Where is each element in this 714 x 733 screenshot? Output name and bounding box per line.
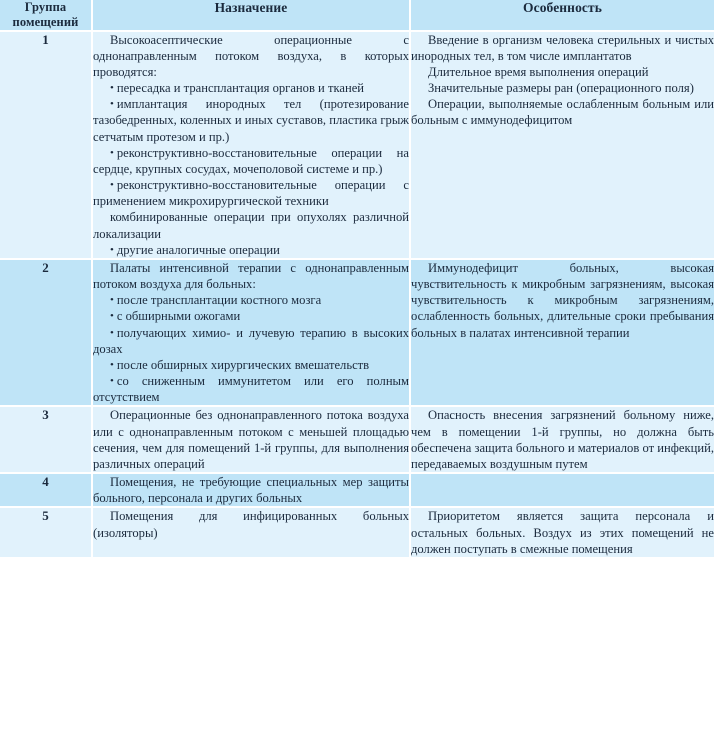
feature-paragraph: Длительное время выполнения операций xyxy=(428,64,649,79)
cell-group-number: 3 xyxy=(0,406,92,473)
purpose-list-item-label: со сниженным иммунитетом или его полным отсутствием xyxy=(93,374,409,405)
column-header-feature: Особенность xyxy=(410,0,714,31)
column-header-purpose: Назначение xyxy=(92,0,410,31)
table-row xyxy=(0,473,714,507)
purpose-list-item xyxy=(93,80,409,96)
column-header-group-line2: помещений xyxy=(12,14,79,29)
bullet-icon: • xyxy=(110,310,114,323)
bullet-icon: • xyxy=(110,358,114,371)
purpose-list-item xyxy=(93,308,409,324)
purpose-list-item-label: реконструктивно-восстановительные операции с применением микрохирургической техники xyxy=(93,178,409,209)
cell-group-number: 4 xyxy=(0,473,92,507)
cell-purpose xyxy=(92,259,410,407)
feature-paragraph: Значительные размеры ран (операционного поля) xyxy=(428,81,694,96)
cell-feature xyxy=(410,473,714,507)
feature-paragraph: Опасность внесения загрязнений больному ниже, чем в помещении 1-й группы, но должна быть обеспечена защита больного и материалов от инфекций, передаваемых воздушным путем xyxy=(411,408,714,471)
bullet-icon: • xyxy=(110,326,114,339)
bullet-icon: • xyxy=(110,294,114,307)
purpose-list-item-label: пересадка и трансплантация органов и тканей xyxy=(116,81,365,96)
table-row xyxy=(0,406,714,473)
purpose-list-item-label: имплантация инородных тел (протезирование тазобедренных, коленных и иных суставов, пластика грыж сетчатым протезом и пр.) xyxy=(93,97,409,144)
cell-group-number: 2 xyxy=(0,259,92,407)
cell-feature xyxy=(410,507,714,558)
table-row xyxy=(0,259,714,407)
purpose-list-item xyxy=(93,209,409,241)
purpose-list-item xyxy=(93,177,409,209)
cell-group-number: 5 xyxy=(0,507,92,558)
table-row xyxy=(0,31,714,259)
cell-group-number: 1 xyxy=(0,31,92,259)
purpose-list-item xyxy=(93,242,409,258)
column-header-group xyxy=(0,0,92,31)
table-header xyxy=(0,0,714,31)
feature-paragraph: Операции, выполняемые ослабленным больным или больным с иммунодефицитом xyxy=(411,97,714,128)
purpose-intro: Помещения для инфицированных больных (изоляторы) xyxy=(93,509,409,540)
cell-feature xyxy=(410,31,714,259)
purpose-list-item-label: после обширных хирургических вмешательств xyxy=(116,357,370,372)
feature-paragraph: Приоритетом является защита персонала и остальных больных. Воздух из этих помещений не должен поступать в смежные помещения xyxy=(411,509,714,556)
cell-purpose xyxy=(92,31,410,259)
feature-paragraph: Введение в организм человека стерильных и чистых инородных тел, в том числе имплантатов xyxy=(411,32,714,63)
purpose-list-item-label: другие аналогичные операции xyxy=(116,242,280,257)
cell-feature xyxy=(410,406,714,473)
bullet-icon: • xyxy=(110,375,114,388)
purpose-list-item xyxy=(93,292,409,308)
column-header-group-line1: Группа xyxy=(24,0,67,14)
purpose-intro: Палаты интенсивной терапии с однонаправленным потоком воздуха для больных: xyxy=(93,260,409,292)
purpose-intro: Высокоасептические операционные с однонаправленным потоком воздуха, в которых проводятся: xyxy=(93,32,409,79)
purpose-intro: Операционные без однонаправленного потока воздуха или с однонаправленным потоком с меньшей площадью сечения, чем для помещений 1-й группы, для выполнения различных операций xyxy=(93,408,409,471)
purpose-list-item xyxy=(93,96,409,145)
purpose-list-item-label: получающих химио- и лучевую терапию в высоких дозах xyxy=(93,325,409,356)
purpose-list-item xyxy=(93,357,409,373)
table-body xyxy=(0,31,714,559)
table-row xyxy=(0,507,714,558)
bullet-icon: • xyxy=(110,179,114,192)
cell-feature xyxy=(410,259,714,407)
cell-purpose xyxy=(92,507,410,558)
cell-purpose xyxy=(92,406,410,473)
feature-paragraph: Иммунодефицит больных, высокая чувствительность к микробным загрязнениям, высокая чувствительность к микробным загрязнениям, ослабленность больных, длительные сроки пребывания больных в палатах интенсивной терапии xyxy=(411,260,714,340)
bullet-icon: • xyxy=(110,82,114,95)
cell-purpose xyxy=(92,473,410,507)
purpose-intro: Помещения, не требующие специальных мер защиты больного, персонала и других больных xyxy=(93,475,409,506)
table-header-row xyxy=(0,0,714,31)
purpose-list-item-label: реконструктивно-восстановительные операции на сердце, крупных сосудах, мочеполовой системе и пр.) xyxy=(93,145,409,176)
purpose-list-item xyxy=(93,373,409,405)
purpose-list-item-label: с обширными ожогами xyxy=(116,309,241,324)
purpose-list-item xyxy=(93,325,409,357)
bullet-icon: • xyxy=(110,98,114,111)
purpose-list-item xyxy=(93,145,409,177)
bullet-icon: • xyxy=(110,243,114,256)
purpose-list-item-label: после трансплантации костного мозга xyxy=(116,293,322,308)
bullet-icon: • xyxy=(110,146,114,159)
purpose-list-item-label: комбинированные операции при опухолях различной локализации xyxy=(93,210,409,241)
